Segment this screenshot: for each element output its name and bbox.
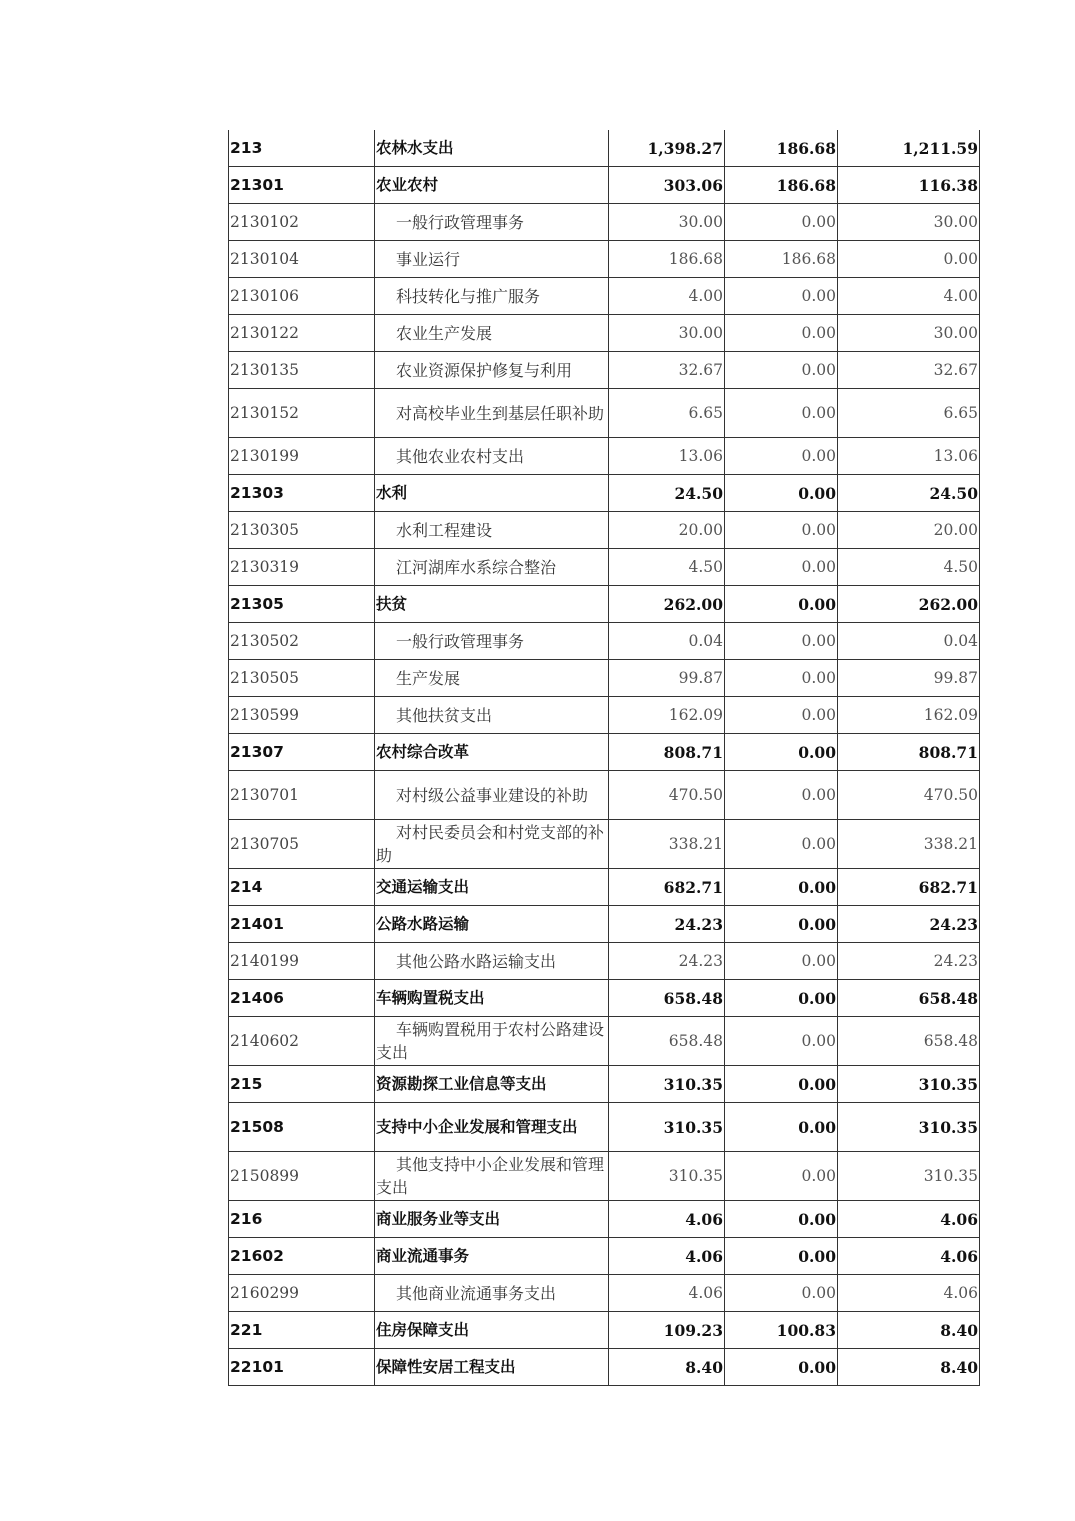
subject-name-cell: 生产发展 [375, 660, 609, 697]
total-amount-cell: 4.50 [609, 549, 725, 586]
subject-name-cell: 支持中小企业发展和管理支出 [375, 1103, 609, 1152]
total-amount-cell: 808.71 [609, 734, 725, 771]
subject-name-cell: 扶贫 [375, 586, 609, 623]
subject-code-cell: 21508 [229, 1103, 375, 1152]
subject-code-cell: 21301 [229, 167, 375, 204]
subject-code-cell: 2130599 [229, 697, 375, 734]
table-row [229, 1103, 980, 1152]
basic-expenditure-cell: 0.00 [725, 943, 838, 980]
table-row [229, 278, 980, 315]
total-amount-cell: 1,398.27 [609, 130, 725, 167]
subject-code-cell: 2130701 [229, 771, 375, 820]
project-expenditure-cell: 1,211.59 [838, 130, 980, 167]
project-expenditure-cell: 310.35 [838, 1152, 980, 1201]
table-row [229, 1066, 980, 1103]
project-expenditure-cell: 808.71 [838, 734, 980, 771]
table-row [229, 389, 980, 438]
subject-name-cell: 农业生产发展 [375, 315, 609, 352]
total-amount-cell: 162.09 [609, 697, 725, 734]
basic-expenditure-cell: 0.00 [725, 389, 838, 438]
table-row [229, 771, 980, 820]
basic-expenditure-cell: 0.00 [725, 549, 838, 586]
total-amount-cell: 30.00 [609, 315, 725, 352]
table-row [229, 980, 980, 1017]
basic-expenditure-cell: 0.00 [725, 1017, 838, 1066]
subject-name-cell: 一般行政管理事务 [375, 204, 609, 241]
project-expenditure-cell: 310.35 [838, 1103, 980, 1152]
subject-code-cell: 2130135 [229, 352, 375, 389]
basic-expenditure-cell: 0.00 [725, 352, 838, 389]
basic-expenditure-cell: 0.00 [725, 1201, 838, 1238]
table-row [229, 820, 980, 869]
basic-expenditure-cell: 100.83 [725, 1312, 838, 1349]
project-expenditure-cell: 99.87 [838, 660, 980, 697]
table-row [229, 869, 980, 906]
table-row [229, 660, 980, 697]
project-expenditure-cell: 4.50 [838, 549, 980, 586]
total-amount-cell: 658.48 [609, 1017, 725, 1066]
project-expenditure-cell: 30.00 [838, 315, 980, 352]
subject-code-cell: 21406 [229, 980, 375, 1017]
subject-code-cell: 21307 [229, 734, 375, 771]
basic-expenditure-cell: 0.00 [725, 1349, 838, 1386]
project-expenditure-cell: 0.00 [838, 241, 980, 278]
basic-expenditure-cell: 0.00 [725, 586, 838, 623]
basic-expenditure-cell: 0.00 [725, 438, 838, 475]
subject-code-cell: 215 [229, 1066, 375, 1103]
basic-expenditure-cell: 0.00 [725, 475, 838, 512]
subject-code-cell: 2150899 [229, 1152, 375, 1201]
subject-name-cell: 资源勘探工业信息等支出 [375, 1066, 609, 1103]
table-row [229, 1312, 980, 1349]
subject-name-cell: 水利 [375, 475, 609, 512]
project-expenditure-cell: 310.35 [838, 1066, 980, 1103]
basic-expenditure-cell: 186.68 [725, 241, 838, 278]
total-amount-cell: 8.40 [609, 1349, 725, 1386]
subject-code-cell: 2130319 [229, 549, 375, 586]
subject-code-cell: 21303 [229, 475, 375, 512]
subject-name-cell: 农业农村 [375, 167, 609, 204]
subject-name-cell: 车辆购置税用于农村公路建设支出 [375, 1017, 609, 1066]
basic-expenditure-cell: 0.00 [725, 1238, 838, 1275]
table-row [229, 943, 980, 980]
table-row [229, 1275, 980, 1312]
total-amount-cell: 310.35 [609, 1152, 725, 1201]
subject-code-cell: 214 [229, 869, 375, 906]
project-expenditure-cell: 658.48 [838, 980, 980, 1017]
subject-code-cell: 2130705 [229, 820, 375, 869]
total-amount-cell: 24.23 [609, 943, 725, 980]
subject-name-cell: 对村级公益事业建设的补助 [375, 771, 609, 820]
table-row [229, 204, 980, 241]
subject-name-cell: 其他公路水路运输支出 [375, 943, 609, 980]
basic-expenditure-cell: 0.00 [725, 315, 838, 352]
basic-expenditure-cell: 0.00 [725, 278, 838, 315]
subject-name-cell: 其他支持中小企业发展和管理支出 [375, 1152, 609, 1201]
subject-name-cell: 对高校毕业生到基层任职补助 [375, 389, 609, 438]
total-amount-cell: 0.04 [609, 623, 725, 660]
basic-expenditure-cell: 186.68 [725, 130, 838, 167]
subject-name-cell: 其他农业农村支出 [375, 438, 609, 475]
table-row [229, 1152, 980, 1201]
table-row [229, 512, 980, 549]
subject-name-cell: 商业服务业等支出 [375, 1201, 609, 1238]
table-row [229, 438, 980, 475]
table-body [229, 130, 980, 1386]
project-expenditure-cell: 4.06 [838, 1238, 980, 1275]
project-expenditure-cell: 8.40 [838, 1312, 980, 1349]
total-amount-cell: 186.68 [609, 241, 725, 278]
project-expenditure-cell: 6.65 [838, 389, 980, 438]
total-amount-cell: 109.23 [609, 1312, 725, 1349]
basic-expenditure-cell: 0.00 [725, 1103, 838, 1152]
table-row [229, 549, 980, 586]
subject-name-cell: 农林水支出 [375, 130, 609, 167]
total-amount-cell: 24.23 [609, 906, 725, 943]
subject-code-cell: 21305 [229, 586, 375, 623]
project-expenditure-cell: 13.06 [838, 438, 980, 475]
total-amount-cell: 470.50 [609, 771, 725, 820]
project-expenditure-cell: 20.00 [838, 512, 980, 549]
subject-code-cell: 2130502 [229, 623, 375, 660]
basic-expenditure-cell: 0.00 [725, 734, 838, 771]
subject-name-cell: 农业资源保护修复与利用 [375, 352, 609, 389]
table-row [229, 167, 980, 204]
basic-expenditure-cell: 0.00 [725, 204, 838, 241]
subject-code-cell: 2130106 [229, 278, 375, 315]
subject-code-cell: 2160299 [229, 1275, 375, 1312]
budget-expenditure-table [228, 130, 980, 1386]
subject-code-cell: 22101 [229, 1349, 375, 1386]
table-row [229, 734, 980, 771]
project-expenditure-cell: 116.38 [838, 167, 980, 204]
total-amount-cell: 310.35 [609, 1103, 725, 1152]
total-amount-cell: 24.50 [609, 475, 725, 512]
subject-name-cell: 水利工程建设 [375, 512, 609, 549]
project-expenditure-cell: 682.71 [838, 869, 980, 906]
subject-code-cell: 2130102 [229, 204, 375, 241]
subject-code-cell: 2130152 [229, 389, 375, 438]
basic-expenditure-cell: 0.00 [725, 1066, 838, 1103]
subject-code-cell: 221 [229, 1312, 375, 1349]
table-row [229, 1238, 980, 1275]
subject-code-cell: 2130505 [229, 660, 375, 697]
project-expenditure-cell: 470.50 [838, 771, 980, 820]
total-amount-cell: 262.00 [609, 586, 725, 623]
total-amount-cell: 310.35 [609, 1066, 725, 1103]
subject-code-cell: 21401 [229, 906, 375, 943]
project-expenditure-cell: 162.09 [838, 697, 980, 734]
basic-expenditure-cell: 0.00 [725, 980, 838, 1017]
project-expenditure-cell: 8.40 [838, 1349, 980, 1386]
table-row [229, 1349, 980, 1386]
project-expenditure-cell: 338.21 [838, 820, 980, 869]
total-amount-cell: 30.00 [609, 204, 725, 241]
basic-expenditure-cell: 0.00 [725, 906, 838, 943]
basic-expenditure-cell: 0.00 [725, 512, 838, 549]
total-amount-cell: 682.71 [609, 869, 725, 906]
basic-expenditure-cell: 0.00 [725, 623, 838, 660]
subject-name-cell: 事业运行 [375, 241, 609, 278]
subject-name-cell: 农村综合改革 [375, 734, 609, 771]
project-expenditure-cell: 4.00 [838, 278, 980, 315]
table-row [229, 623, 980, 660]
project-expenditure-cell: 24.50 [838, 475, 980, 512]
subject-name-cell: 商业流通事务 [375, 1238, 609, 1275]
basic-expenditure-cell: 0.00 [725, 869, 838, 906]
table-row [229, 1017, 980, 1066]
total-amount-cell: 4.06 [609, 1238, 725, 1275]
subject-name-cell: 江河湖库水系综合整治 [375, 549, 609, 586]
subject-name-cell: 科技转化与推广服务 [375, 278, 609, 315]
subject-name-cell: 一般行政管理事务 [375, 623, 609, 660]
subject-name-cell: 公路水路运输 [375, 906, 609, 943]
total-amount-cell: 20.00 [609, 512, 725, 549]
table-row [229, 130, 980, 167]
total-amount-cell: 338.21 [609, 820, 725, 869]
basic-expenditure-cell: 0.00 [725, 660, 838, 697]
subject-code-cell: 2130122 [229, 315, 375, 352]
total-amount-cell: 4.00 [609, 278, 725, 315]
subject-name-cell: 交通运输支出 [375, 869, 609, 906]
subject-code-cell: 216 [229, 1201, 375, 1238]
table-row [229, 697, 980, 734]
subject-code-cell: 213 [229, 130, 375, 167]
subject-name-cell: 车辆购置税支出 [375, 980, 609, 1017]
total-amount-cell: 303.06 [609, 167, 725, 204]
subject-code-cell: 2130199 [229, 438, 375, 475]
basic-expenditure-cell: 0.00 [725, 697, 838, 734]
subject-code-cell: 2140199 [229, 943, 375, 980]
table-row [229, 1201, 980, 1238]
total-amount-cell: 658.48 [609, 980, 725, 1017]
subject-name-cell: 其他扶贫支出 [375, 697, 609, 734]
table-row [229, 315, 980, 352]
total-amount-cell: 6.65 [609, 389, 725, 438]
basic-expenditure-cell: 0.00 [725, 771, 838, 820]
total-amount-cell: 99.87 [609, 660, 725, 697]
project-expenditure-cell: 262.00 [838, 586, 980, 623]
subject-code-cell: 2130305 [229, 512, 375, 549]
subject-name-cell: 其他商业流通事务支出 [375, 1275, 609, 1312]
subject-name-cell: 保障性安居工程支出 [375, 1349, 609, 1386]
project-expenditure-cell: 658.48 [838, 1017, 980, 1066]
total-amount-cell: 32.67 [609, 352, 725, 389]
project-expenditure-cell: 30.00 [838, 204, 980, 241]
subject-name-cell: 对村民委员会和村党支部的补助 [375, 820, 609, 869]
project-expenditure-cell: 24.23 [838, 906, 980, 943]
table-row [229, 586, 980, 623]
basic-expenditure-cell: 0.00 [725, 1275, 838, 1312]
table-row [229, 475, 980, 512]
basic-expenditure-cell: 0.00 [725, 1152, 838, 1201]
basic-expenditure-cell: 186.68 [725, 167, 838, 204]
total-amount-cell: 4.06 [609, 1201, 725, 1238]
project-expenditure-cell: 24.23 [838, 943, 980, 980]
subject-name-cell: 住房保障支出 [375, 1312, 609, 1349]
total-amount-cell: 4.06 [609, 1275, 725, 1312]
project-expenditure-cell: 0.04 [838, 623, 980, 660]
table-row [229, 906, 980, 943]
subject-code-cell: 2130104 [229, 241, 375, 278]
subject-code-cell: 21602 [229, 1238, 375, 1275]
total-amount-cell: 13.06 [609, 438, 725, 475]
project-expenditure-cell: 32.67 [838, 352, 980, 389]
project-expenditure-cell: 4.06 [838, 1275, 980, 1312]
table-row [229, 352, 980, 389]
basic-expenditure-cell: 0.00 [725, 820, 838, 869]
subject-code-cell: 2140602 [229, 1017, 375, 1066]
project-expenditure-cell: 4.06 [838, 1201, 980, 1238]
table-row [229, 241, 980, 278]
